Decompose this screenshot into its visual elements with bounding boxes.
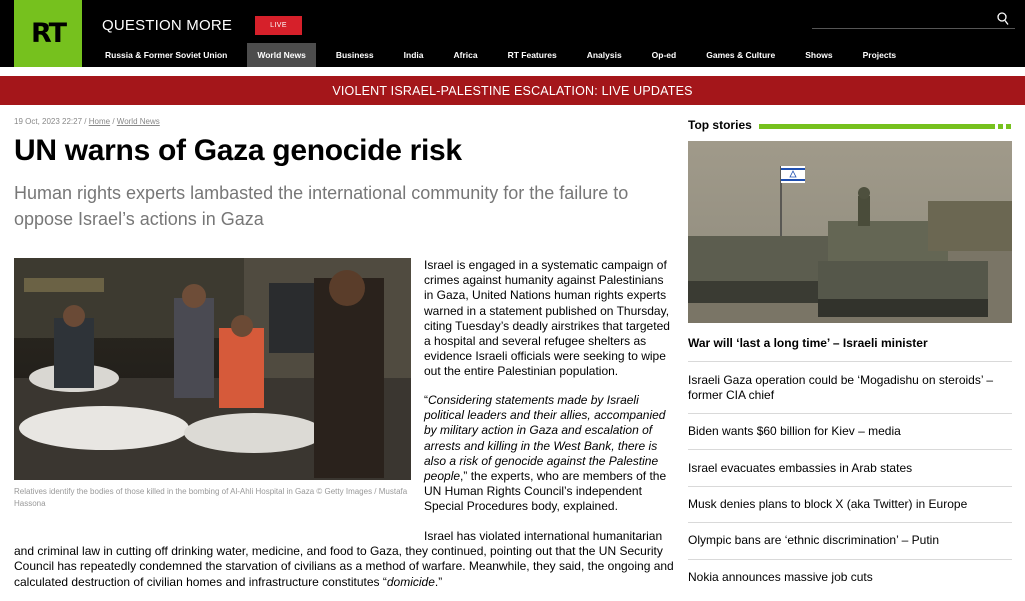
nav-item-games-culture[interactable]: Games & Culture: [706, 50, 776, 60]
para2-end: .”: [434, 574, 443, 589]
top-story-link[interactable]: Nokia announces massive job cuts: [688, 570, 873, 584]
logo-text: RT: [31, 18, 65, 49]
site-header: [0, 0, 1025, 67]
top-stories-accent-bar: [759, 124, 995, 129]
article-photo[interactable]: [14, 258, 411, 480]
nav-item-analysis[interactable]: Analysis: [586, 50, 622, 60]
top-story-link[interactable]: Israeli Gaza operation could be ‘Mogadishu on steroids’ – former CIA chief: [688, 373, 994, 402]
nav-item-projects[interactable]: Projects: [862, 50, 897, 60]
nav-item-business[interactable]: Business: [335, 50, 374, 60]
article-date: 19 Oct, 2023 22:27: [14, 117, 83, 126]
live-button[interactable]: LIVE: [255, 16, 302, 35]
search-input[interactable]: [812, 9, 992, 28]
breadcrumb-separator: /: [112, 117, 117, 126]
story-divider: [688, 522, 1012, 523]
rt-logo[interactable]: [14, 0, 82, 67]
story-divider: [688, 559, 1012, 560]
top-stories-title: Top stories: [688, 118, 752, 132]
nav-item-world-news[interactable]: World News: [247, 43, 316, 67]
quote-italic: Considering statements made by Israeli political leaders and their allies, accompanied by military action in Gaza and escalation of arrests and killing in the West Bank, there is also a risk of genocide against the Palestine people: [424, 393, 666, 484]
nav-item-russia[interactable]: Russia & Former Soviet Union: [105, 50, 228, 60]
story-divider: [688, 449, 1012, 450]
nav-item-op-ed[interactable]: Op-ed: [651, 50, 677, 60]
article-paragraph-1: Israel is engaged in a systematic campaign of crimes against humanity against Palestinians in Gaza, United Nations human rights experts warned in a statement published on Thursday, citing Tuesday’s deadly airstrikes that targeted a hospital and several refugee shelters as evidence Israeli officials were seeking to wipe out the entire Palestinian population.: [424, 258, 670, 379]
top-story-link[interactable]: War will ‘last a long time’ – Israeli minister: [688, 336, 928, 350]
photo-caption: Relatives identify the bodies of those killed in the bombing of Al-Ahli Hospital in Gaza © Getty Images / Mustafa Hassona: [14, 487, 408, 508]
breadcrumb-section-link[interactable]: World News: [116, 117, 160, 126]
breadcrumb-home-link[interactable]: Home: [88, 117, 111, 126]
para2-italic: domicide: [386, 574, 435, 589]
para2-start: Israel has violated international humanitarian and criminal law in cutting off drinking water, medicine, and food to Gaza, they continued, pointing out that the UN Security Council has repeatedly condemned the starvation of civilians as a method of warfare. Meanwhile, they said, the ongoing and calculated destruction of civilian homes and infrastructure constitutes “: [14, 529, 674, 589]
search-icon[interactable]: [997, 12, 1009, 26]
top-story-image[interactable]: [688, 141, 1012, 323]
story-divider: [688, 361, 1012, 362]
top-stories-accent-dot: [1006, 124, 1011, 129]
top-story-link[interactable]: Musk denies plans to block X (aka Twitter) in Europe: [688, 497, 968, 511]
nav-item-rt-features[interactable]: RT Features: [507, 50, 557, 60]
top-story-link[interactable]: Biden wants $60 billion for Kiev – media: [688, 424, 901, 438]
nav-item-shows[interactable]: Shows: [805, 50, 833, 60]
article-title: UN warns of Gaza genocide risk: [14, 134, 462, 167]
article-quote: [424, 393, 676, 515]
nav-item-india[interactable]: India: [403, 50, 424, 60]
article-lead: Human rights experts lambasted the international community for the failure to oppose Israel’s actions in Gaza: [14, 183, 629, 229]
article-meta: [14, 117, 160, 126]
slogan: QUESTION MORE: [102, 17, 233, 34]
search-box: [812, 9, 1015, 29]
top-stories-accent-dot: [998, 124, 1003, 129]
quote-open: “: [424, 393, 428, 407]
live-updates-banner[interactable]: VIOLENT ISRAEL-PALESTINE ESCALATION: LIVE UPDATES: [0, 76, 1025, 105]
top-story-link[interactable]: Olympic bans are ‘ethnic discrimination’ – Putin: [688, 533, 939, 547]
top-story-link[interactable]: Israel evacuates embassies in Arab states: [688, 461, 913, 475]
nav-item-africa[interactable]: Africa: [453, 50, 478, 60]
breadcrumb-separator: /: [84, 117, 89, 126]
story-divider: [688, 486, 1012, 487]
main-nav: [95, 43, 916, 67]
photo-illustration: [14, 258, 411, 480]
story-divider: [688, 413, 1012, 414]
quote-rest: ,” the experts, who are members of the UN Human Rights Council’s independent Special Procedures body, explained.: [424, 469, 667, 514]
tank-illustration: [688, 141, 1012, 323]
article-paragraph-2: [14, 529, 682, 590]
